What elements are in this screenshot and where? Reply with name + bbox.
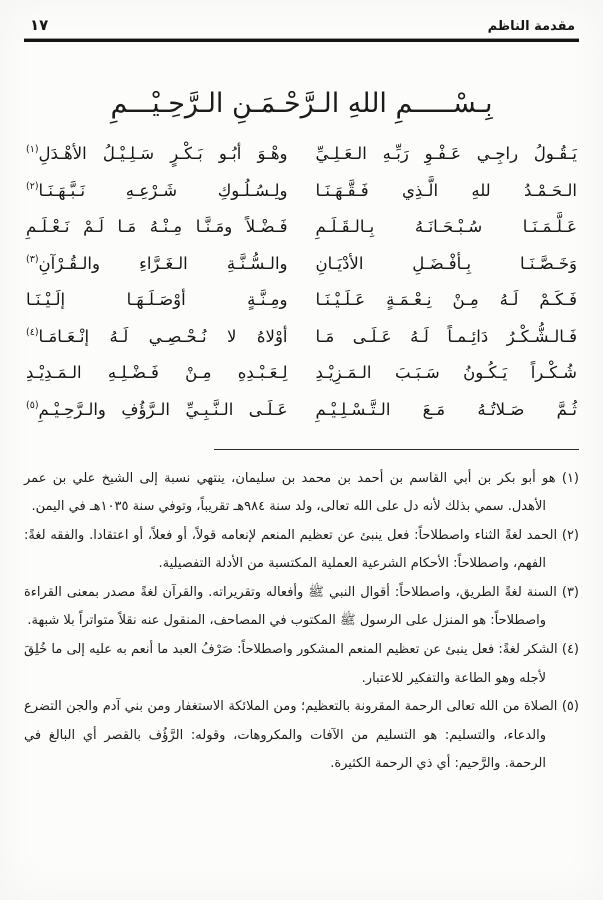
footnote-marker: (٢) — [561, 527, 579, 543]
footnote — [24, 693, 579, 779]
hemistich-first — [316, 327, 578, 346]
hemistich-text: ولِـسُـلُـوكِ شَـرْعِـهِ نَـبَّـهَـنَـا — [38, 180, 288, 200]
footnote-marker: (١) — [561, 470, 579, 486]
hemistich-text: فَـالـشُّـكْـرُ دَائِـمـاً لَـهُ عَـلَـى مَـا — [315, 326, 577, 346]
hemistich-second — [26, 290, 288, 309]
hemistich-text: الـحَـمْـدُ للهِ الَّـذِي فَـقَّـهَـنَـا — [315, 180, 577, 200]
footnote-separator — [214, 449, 579, 450]
hemistich-text: أوْلاهُ لا نُـحْـصِـي لَـهُ إنْـعَـامَـا — [38, 326, 288, 346]
hemistich-first — [316, 144, 578, 163]
hemistich-text: ثُـمَّ صَـلاتُـهُ مَـعَ الـتَّـسْـلِـيْـمِ — [315, 399, 577, 419]
verse-line — [26, 172, 577, 209]
header-rule — [24, 38, 579, 42]
hemistich-second — [26, 363, 288, 382]
footnote-ref: (١) — [26, 144, 39, 156]
verse-line — [26, 209, 577, 246]
hemistich-second — [26, 400, 288, 419]
verse-line — [26, 318, 577, 355]
page-number: ١٧ — [30, 16, 49, 34]
verse-line — [26, 282, 577, 319]
hemistich-second — [26, 254, 288, 273]
hemistich-first — [316, 217, 578, 236]
footnote-marker: (٣) — [561, 584, 579, 600]
footnote — [24, 522, 579, 579]
footnote-text: الشكر لغةً: فعل ينبئ عن تعظيم المنعم المشكور واصطلاحاً: صَرْفُ العبد ما أنعم به عليه إلى ما خُلِقَ لأجله وهو الطاعة والتفكير للاعتبار. — [24, 642, 558, 686]
hemistich-first — [316, 254, 578, 273]
footnote — [24, 579, 579, 636]
hemistich-text: والـسُّـنَّـةِ الـغَـرَّاءِ والـقُـرْآنِ — [38, 253, 288, 273]
footnote-text: السنة لغةً الطريق، واصطلاحاً: أقوال النبي ﷺ وأفعاله وتقريراته. والقرآن لغةً مصدر بمعنى القراءة واصطلاحاً: هو المنزل على الرسول ﷺ المكتوب في المصاحف، المنقول عنه نقلاً متواتراً بلا شبهة. — [24, 584, 557, 629]
footnote-ref: (٣) — [26, 253, 39, 265]
hemistich-first — [316, 400, 578, 419]
poem — [24, 136, 579, 428]
footnote — [24, 465, 579, 522]
footnote-ref: (٢) — [26, 180, 39, 192]
verse-line — [26, 391, 577, 428]
footnote-ref: (٤) — [26, 326, 39, 338]
hemistich-text: شُـكْـراً يَـكُـونُ سَـبَـبَ الـمَـزِيْـدِ — [315, 363, 577, 383]
footnotes — [24, 465, 579, 780]
hemistich-text: ومِـنَّـةٍ أوْصَـلَـهَـا إلَـيْـنَـا — [26, 290, 288, 310]
verse-line — [26, 245, 577, 282]
hemistich-first — [316, 181, 578, 200]
hemistich-text: فَـضْـلاً ومَـنَّـا مِـنْـهُ مَـا لَـمْ نَـعْـلَـمِ — [26, 217, 288, 237]
basmala-calligraphy: بِـسْـــــمِ اللهِ الـرَّحْـمَـنِ الـرَّحِـيْـــمِ — [110, 87, 493, 119]
hemistich-text: عَـلَـى الـنَّـبِـيِّ الـرَّؤُفِ والـرَّحِـيْـمِ — [38, 399, 288, 419]
verse-line — [26, 136, 577, 173]
hemistich-second — [26, 144, 288, 163]
footnote-marker: (٤) — [561, 642, 579, 658]
footnote-text: الصلاة من الله تعالى الرحمة المقرونة بالتعظيم؛ ومن الملائكة الاستغفار ومن بني آدم والجن التضرع والدعاء، والتسليم: هو التسليم من الآفات والمكروهات، وقوله: الرَّؤُف بالقصر أي البالغ في الرحمة. والرَّحيم: أي ذي الرحمة الكثيرة. — [24, 699, 558, 772]
page-header — [24, 14, 579, 34]
hemistich-text: وَخَـصَّـنَـا بِـأفْـضَـلِ الأدْيَـانِ — [315, 253, 577, 273]
hemistich-first — [316, 290, 578, 309]
footnote — [24, 636, 579, 693]
hemistich-text: لِـعَـبْـدِهِ مِـنْ فَـضْـلِـهِ الـمَـدِيْـدِ — [26, 363, 288, 383]
hemistich-text: عَـلَّـمَـنَـا سُـبْـحَـانَـهُ بِـالـقَـلَـمِ — [315, 217, 577, 237]
hemistich-second — [26, 217, 288, 236]
hemistich-text: يَـقُـولُ راجِـي عَـفْـوِ رَبِّـهِ الـعَـلِـيِّ — [315, 144, 577, 164]
footnote-marker: (٥) — [561, 699, 579, 715]
hemistich-text: فَـكَـمْ لَـهُ مِـنْ نِـعْـمَـةٍ عَـلَـيْـنَـا — [315, 290, 577, 310]
footnote-ref: (٥) — [26, 399, 39, 411]
footnote-text: هو أبو بكر بن أبي القاسم بن أحمد بن محمد بن سليمان، ينتهي نسبة إلى الشيخ علي بن عمر الأهدل. سمي بذلك لأنه دل على الله تعالى، ولد سنة ٩٨٤هـ تقريباً، وتوفي سنة ١٠٣٥هـ في اليمن. — [24, 470, 556, 515]
footnote-text: الحمد لغةً الثناء واصطلاحاً: فعل ينبئ عن تعظيم المنعم لإنعامه قولاً، أو فعلاً، أو اعتقادا. والفقه لغةً: الفهم، واصطلاحاً: الأحكام الشرعية العملية المكتسبة من الأدلة التفصيلية. — [24, 527, 558, 572]
hemistich-second — [26, 327, 288, 346]
verse-line — [26, 355, 577, 392]
hemistich-text: وهْـوَ أبُـو بَـكْـرٍ سَـلِـيْـلُ الأهْـدَلِ — [38, 144, 288, 164]
hemistich-second — [26, 181, 288, 200]
running-title: مقدمة الناظم — [487, 19, 575, 34]
hemistich-first — [316, 363, 578, 382]
